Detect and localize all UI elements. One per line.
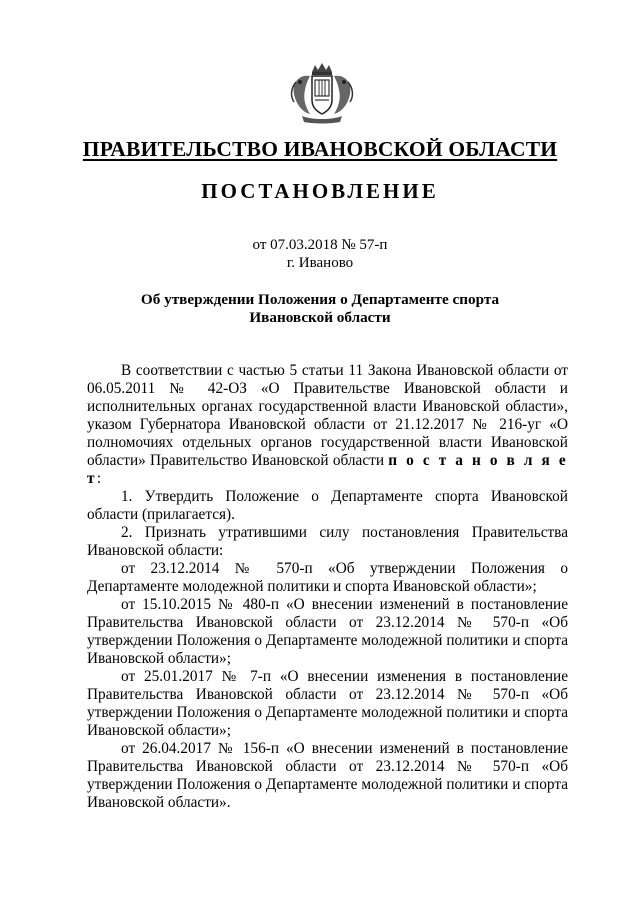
repealed-decree-1: от 23.12.2014 № 570-п «Об утверждении Положения о Департаменте молодежной политики и спорта Ивановской области»; xyxy=(87,560,568,595)
document-title-line-1: Об утверждении Положения о Департаменте спорта xyxy=(140,291,500,308)
document-date-number: от 07.03.2018 № 57-п xyxy=(252,237,388,253)
decree-colon: : xyxy=(96,470,102,487)
document-body xyxy=(87,362,568,812)
document-title xyxy=(60,291,580,327)
item-2-paragraph: 2. Признать утратившими силу постановления Правительства Ивановской области: xyxy=(87,524,568,559)
decree-word: п о с т а н о в л я е т xyxy=(87,452,569,487)
repealed-decree-4: от 26.04.2017 № 156-п «О внесении изменений в постановление Правительства Ивановской области от 23.12.2014 № 570-п «Об утверждении Положения о Департаменте молодежной политики и спорта Ивановской области». xyxy=(87,740,568,811)
document-city: г. Иваново xyxy=(286,255,354,271)
document-type: ПОСТАНОВЛЕНИЕ xyxy=(201,179,439,203)
item-1-paragraph: 1. Утвердить Положение о Департаменте спорта Ивановской области (прилагается). xyxy=(87,488,568,523)
organization-title: ПРАВИТЕЛЬСТВО ИВАНОВСКОЙ ОБЛАСТИ xyxy=(82,137,558,161)
document-title-line-2: Ивановской области xyxy=(249,309,391,326)
repealed-decree-3: от 25.01.2017 № 7-п «О внесении изменения в постановление Правительства Ивановской области от 23.12.2014 № 570-п «Об утверждении Положения о Департаменте молодежной политики и спорта Ивановской области»; xyxy=(87,668,568,739)
preamble-text: В соответствии с частью 5 статьи 11 Закона Ивановской области от 06.05.2011 № 42-ОЗ «О Правительстве Ивановской области и исполнительных органах государственной власти Ивановской области», указом Губернатора Ивановской области от 21.12.2017 № 216-уг «О полномочиях отдельных органов государственной власти Ивановской области» Правительство Ивановской области xyxy=(87,362,568,469)
repealed-decree-2: от 15.10.2015 № 480-п «О внесении изменений в постановление Правительства Ивановской области от 23.12.2014 № 570-п «Об утверждении Положения о Департаменте молодежной политики и спорта Ивановской области»; xyxy=(87,596,568,667)
preamble-paragraph xyxy=(87,362,568,488)
coat-of-arms-emblem xyxy=(288,62,356,124)
